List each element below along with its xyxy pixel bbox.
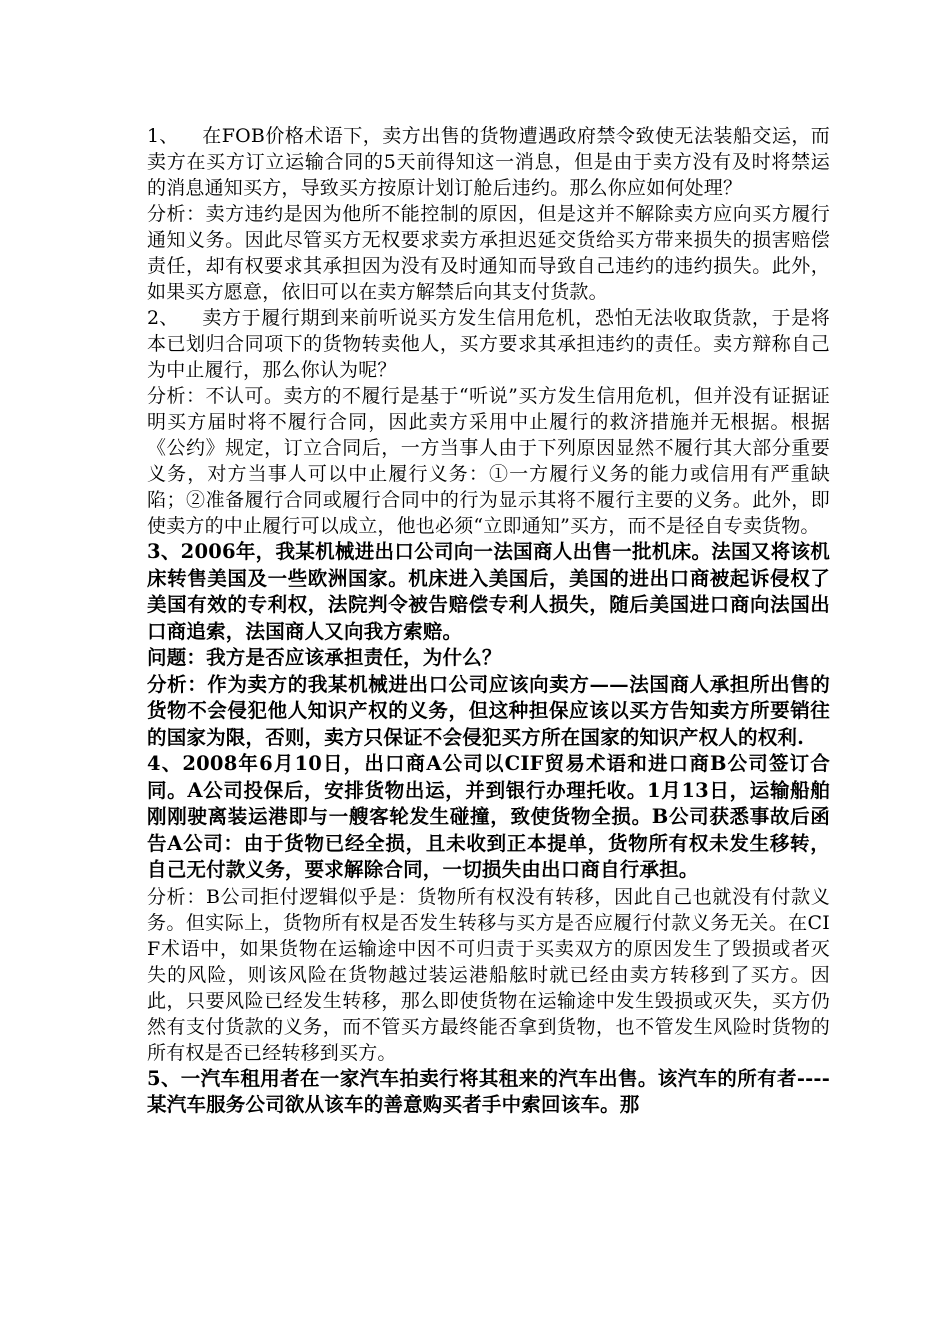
question-3-prompt: 问题：我方是否应该承担责任，为什么？ xyxy=(147,646,502,669)
question-text: 在FOB价格术语下，卖方出售的货物遭遇政府禁令致使无法装船交运，而卖方在买方订立运输合同的5天前得知这一消息，但是由于卖方没有及时将禁运的消息通知买方，导致买方按原计划订舱后违约。那么你应如何处理？ xyxy=(147,125,830,199)
analysis-3: 分析：作为卖方的我某机械进出口公司应该向卖方——法国商人承担所出售的货物不会侵犯他人知识产权的义务，但这种担保应该以买方告知卖方所要销往的国家为限，否则，卖方只保证不会侵犯买方所在国家的知识产权人的权利. xyxy=(147,672,830,749)
question-4: 4、2008年6月10日，出口商A公司以CIF贸易术语和进口商B公司签订合同。A公司投保后，安排货物出运，并到银行办理托收。1月13日，运输船舶刚刚驶离装运港即与一艘客轮发生碰撞，致使货物全损。B公司获悉事故后函告A公司：由于货物已经全损，且未收到正本提单，货物所有权未发生移转，自己无付款义务，要求解除合同，一切损失由出口商自行承担。 xyxy=(147,752,830,881)
analysis-1: 分析：卖方违约是因为他所不能控制的原因，但是这并不解除卖方应向买方履行通知义务。因此尽管买方无权要求卖方承担迟延交货给买方带来损失的损害赔偿责任，却有权要求其承担因为没有及时通知而导致自己违约的违约损失。此外，如果买方愿意，依旧可以在卖方解禁后向其支付货款。 xyxy=(147,203,830,303)
item-number: 1、 xyxy=(147,125,179,147)
question-text: 卖方于履行期到来前听说买方发生信用危机，恐怕无法收取货款，于是将本已划归合同项下的货物转卖他人，买方要求其承担违约的责任。卖方辩称自己为中止履行，那么你认为呢？ xyxy=(147,307,830,381)
analysis-4: 分析：B公司拒付逻辑似乎是：货物所有权没有转移，因此自己也就没有付款义务。但实际上，货物所有权是否发生转移与买方是否应履行付款义务无关。在CIF术语中，如果货物在运输途中因不可归责于买卖双方的原因发生了毁损或者灭失的风险，则该风险在货物越过装运港船舷时就已经由卖方转移到了买方。因此，只要风险已经发生转移，那么即使货物在运输途中发生毁损或灭失，买方仍然有支付货款的义务，而不管买方最终能否拿到货物，也不管发生风险时货物的所有权是否已经转移到买方。 xyxy=(147,885,830,1064)
document-body xyxy=(147,123,830,1119)
question-5: 5、一汽车租用者在一家汽车拍卖行将其租来的汽车出售。该汽车的所有者----某汽车服务公司欲从该车的善意购买者手中索回该车。那 xyxy=(147,1066,830,1116)
item-number: 2、 xyxy=(147,307,179,329)
question-1 xyxy=(147,123,830,201)
question-2 xyxy=(147,305,830,383)
analysis-2: 分析：不认可。卖方的不履行是基于“听说”买方发生信用危机，但并没有证据证明买方届时将不履行合同，因此卖方采用中止履行的救济措施并无根据。根据《公约》规定，订立合同后，一方当事人由于下列原因显然不履行其大部分重要义务，对方当事人可以中止履行义务：①一方履行义务的能力或信用有严重缺陷；②准备履行合同或履行合同中的行为显示其将不履行主要的义务。此外，即使卖方的中止履行可以成立，他也必须“立即通知”买方，而不是径自专卖货物。 xyxy=(147,385,830,537)
question-3: 3、2006年，我某机械进出口公司向一法国商人出售一批机床。法国又将该机床转售美国及一些欧洲国家。机床进入美国后，美国的进出口商被起诉侵权了美国有效的专利权，法院判令被告赔偿专利人损失，随后美国进口商向法国出口商追索，法国商人又向我方索赔。 xyxy=(147,540,830,643)
